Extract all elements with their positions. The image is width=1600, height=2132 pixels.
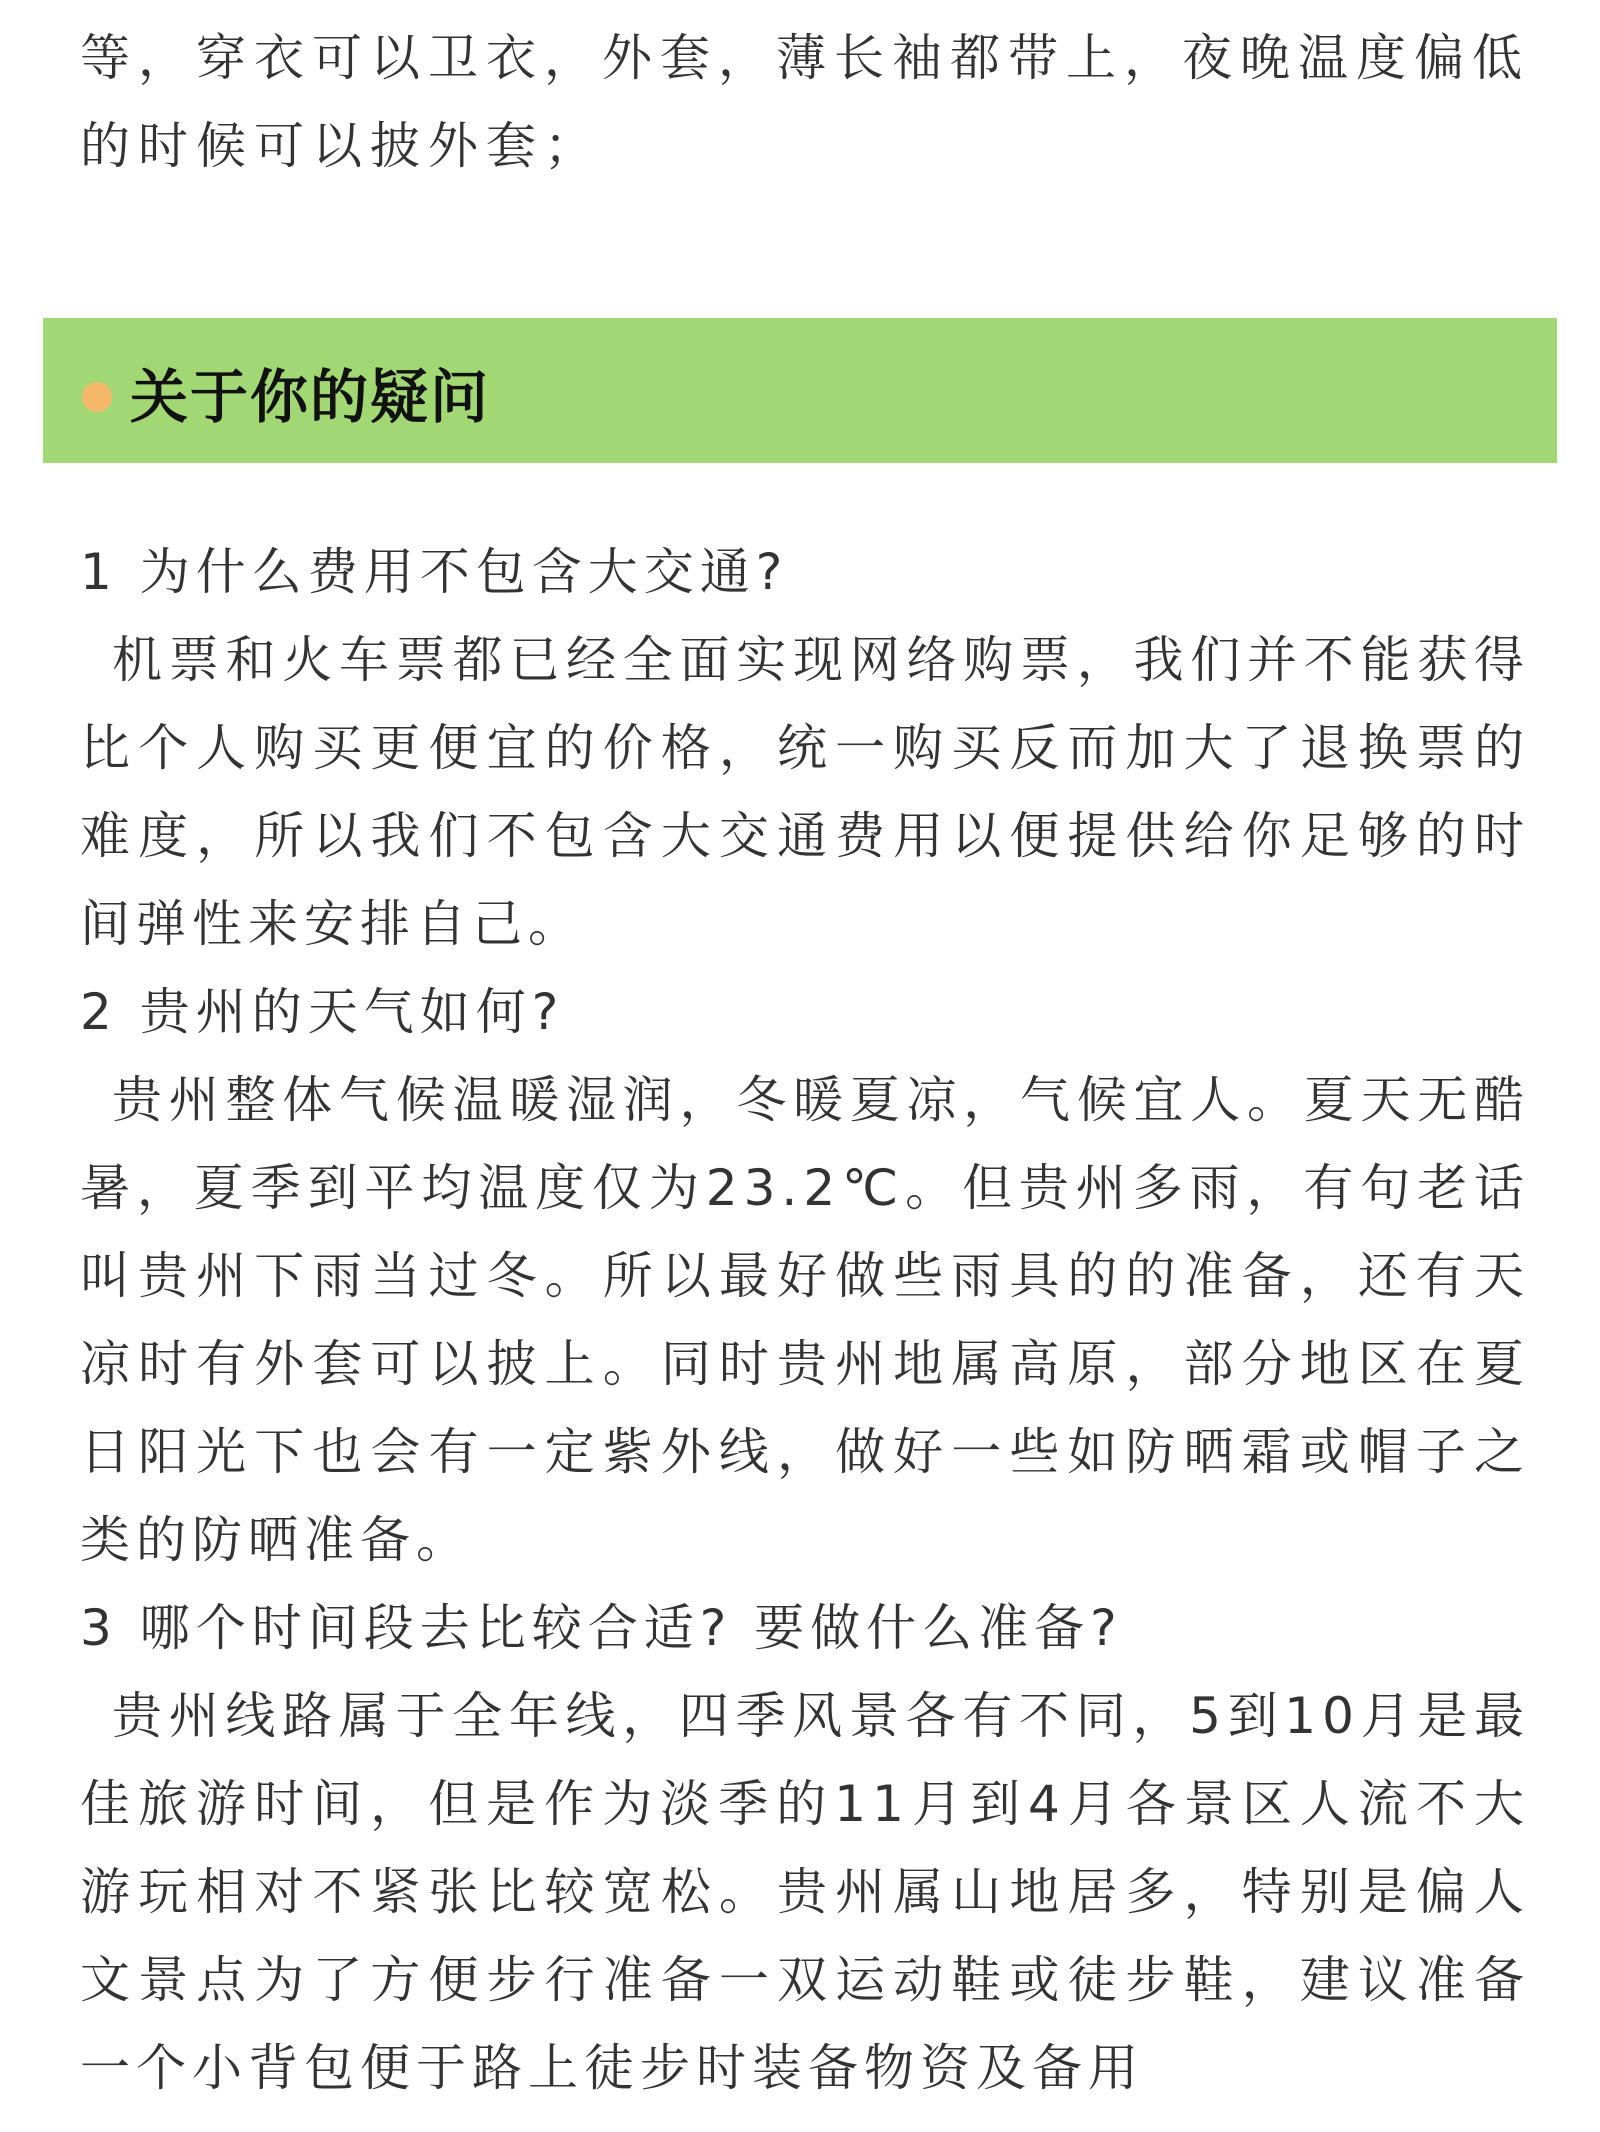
faq-question-1: 1 为什么费用不包含大交通? [80,543,789,601]
faq-answer-1: 机票和火车票都已经全面实现网络购票，我们并不能获得比个人购买更便宜的价格，统一购买反而加大了退换票的难度，所以我们不包含大交通费用以便提供给你足够的时间弹性来安排自己。 [80,631,1530,953]
faq-answer-2: 贵州整体气候温暖湿润，冬暖夏凉，气候宜人。夏天无酷暑，夏季到平均温度仅为23.2℃。但贵州多雨，有句老话叫贵州下雨当过冬。所以最好做些雨具的的准备，还有天凉时有外套可以披上。同时贵州地属高原，部分地区在夏日阳光下也会有一定紫外线，做好一些如防晒霜或帽子之类的防晒准备。 [80,1071,1530,1569]
bullet-dot-icon [82,382,112,412]
faq-list [80,528,1530,2112]
faq-answer-3: 贵州线路属于全年线，四季风景各有不同，5到10月是最佳旅游时间，但是作为淡季的11月到4月各景区人流不大游玩相对不紧张比较宽松。贵州属山地居多，特别是偏人文景点为了方便步行准备一双运动鞋或徒步鞋，建议准备一个小背包便于路上徒步时装备物资及备用 [80,1687,1530,2097]
intro-paragraph: 等，穿衣可以卫衣，外套，薄长袖都带上，夜晚温度偏低的时候可以披外套； [80,29,1530,175]
faq-question-3: 3 哪个时间段去比较合适? 要做什么准备? [80,1599,1123,1657]
section-title: 关于你的疑问 [130,363,491,431]
faq-question-2: 2 贵州的天气如何? [80,983,565,1041]
